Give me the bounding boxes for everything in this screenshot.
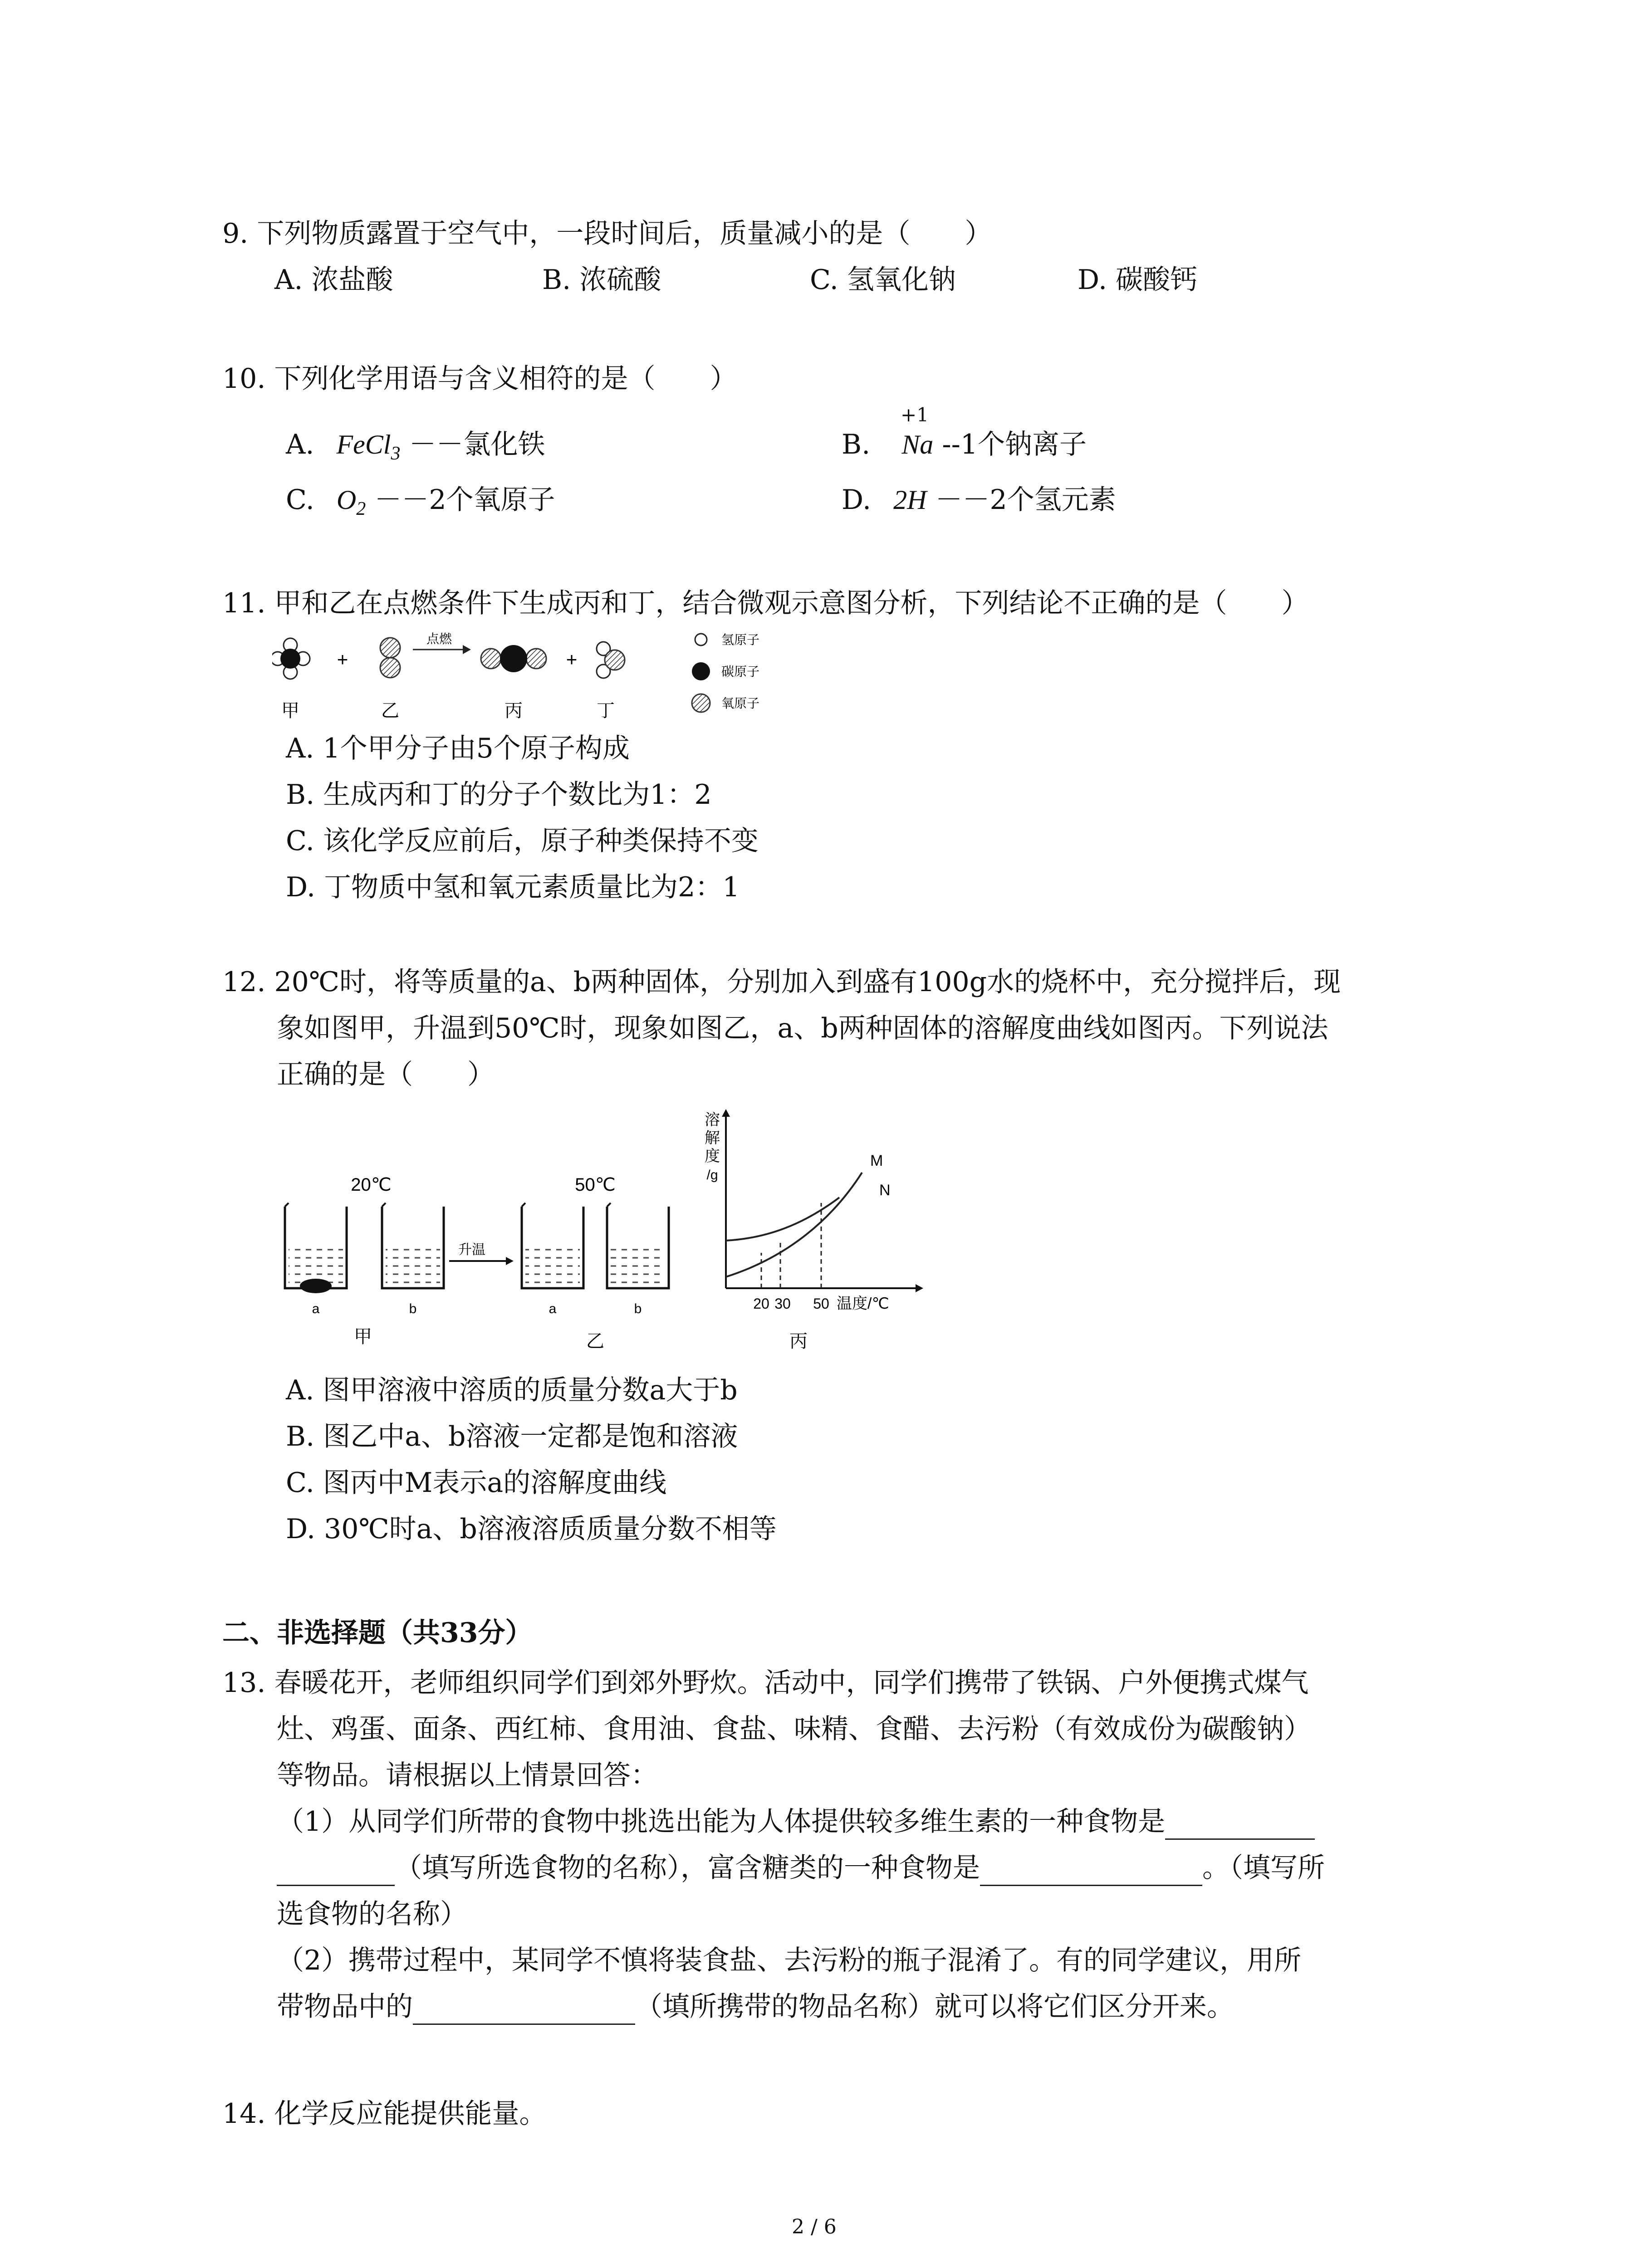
q11-option-d: D. 丁物质中氢和氧元素质量比为2：1 xyxy=(286,871,740,903)
curve-n xyxy=(726,1198,839,1241)
q13-part1-line2 xyxy=(277,1850,1325,1886)
beaker-b-50c xyxy=(607,1203,669,1288)
label-yi: 乙 xyxy=(381,701,399,721)
q10-option-b xyxy=(842,426,1087,463)
option-text: --1个钠离子 xyxy=(942,429,1087,460)
q13-part1-line3: 选食物的名称） xyxy=(277,1898,467,1930)
molecule-jia xyxy=(272,638,310,679)
chemical-formula: O xyxy=(336,485,357,515)
q11-option-b: B. 生成丙和丁的分子个数比为1：2 xyxy=(286,779,712,811)
ion-charge-superscript: +1 xyxy=(901,404,929,426)
q12-option-d: D. 30℃时a、b溶液溶质质量分数不相等 xyxy=(286,1513,777,1545)
q12-option-b: B. 图乙中a、b溶液一定都是饱和溶液 xyxy=(286,1421,738,1452)
q12-option-c: C. 图丙中M表示a的溶解度曲线 xyxy=(286,1467,667,1499)
page-number: 2 / 6 xyxy=(792,2215,837,2239)
legend-hydrogen: 氢原子 xyxy=(721,633,760,647)
q11-option-a: A. 1个甲分子由5个原子构成 xyxy=(286,733,630,764)
beaker-label-a: a xyxy=(549,1301,557,1316)
answer-blank-sugar-food[interactable] xyxy=(980,1857,1202,1886)
solubility-graph xyxy=(705,1109,923,1351)
solubility-figure xyxy=(272,1107,962,1361)
molecule-ding xyxy=(597,642,625,678)
answer-blank-vitamin-food-cont[interactable] xyxy=(277,1857,395,1886)
beaker-a-20c xyxy=(285,1203,347,1293)
q13-part2-line2 xyxy=(277,1989,1234,2025)
question-12-stem-line1: 12. 20℃时，将等质量的a、b两种固体，分别加入到盛有100g水的烧杯中，充分搅拌后，现 xyxy=(222,966,1341,998)
heat-arrow xyxy=(449,1257,514,1265)
option-text: －－氯化铁 xyxy=(409,429,545,460)
question-12-stem-line3: 正确的是（ ） xyxy=(277,1059,495,1090)
question-13-line1: 13. 春暖花开，老师组织同学们到郊外野炊。活动中，同学们携带了铁锅、户外便携式煤气 xyxy=(222,1667,1309,1699)
q10-option-a xyxy=(286,426,545,472)
panel-yi: 乙 xyxy=(586,1331,604,1351)
panel-bing: 丙 xyxy=(789,1331,808,1351)
option-label: D. xyxy=(842,484,872,516)
q13-part1-line1 xyxy=(277,1804,1315,1840)
x-axis-label: 温度/℃ xyxy=(837,1295,889,1312)
q9-option-b: B. 浓硫酸 xyxy=(542,264,661,296)
label-ding: 丁 xyxy=(597,701,615,721)
q13-part1-text: （1）从同学们所带的食物中挑选出能为人体提供较多维生素的一种食物是 xyxy=(277,1806,1166,1838)
answer-blank-vitamin-food[interactable] xyxy=(1165,1810,1315,1840)
option-label: A. xyxy=(286,429,314,460)
x-tick-50: 50 xyxy=(813,1295,829,1312)
answer-blank-distinguish-item[interactable] xyxy=(413,1995,635,2025)
q13-part2-text: 带物品中的 xyxy=(277,1991,413,2023)
x-tick-20: 20 xyxy=(753,1295,769,1312)
option-label: C. xyxy=(286,484,314,516)
q13-part1-text-3: 。（填写所 xyxy=(1202,1852,1325,1884)
reaction-micro-diagram xyxy=(272,626,808,735)
plus-sign: + xyxy=(337,649,348,670)
curve-label-m: M xyxy=(870,1152,883,1169)
question-13-line2: 灶、鸡蛋、面条、西红柿、食用油、食盐、味精、食醋、去污粉（有效成份为碳酸钠） xyxy=(277,1713,1311,1745)
panel-jia: 甲 xyxy=(354,1327,372,1347)
question-9-stem: 9. 下列物质露置于空气中，一段时间后，质量减小的是（ ） xyxy=(222,218,992,249)
q10-option-c xyxy=(286,482,555,527)
option-label: B. xyxy=(842,429,871,460)
chemical-formula: FeCl xyxy=(336,430,391,459)
q12-option-a: A. 图甲溶液中溶质的质量分数a大于b xyxy=(286,1374,738,1406)
q9-option-c: C. 氢氧化钠 xyxy=(810,264,956,296)
undissolved-solid xyxy=(300,1279,332,1293)
y-axis-label-1: 溶 xyxy=(705,1111,720,1129)
question-13-line3: 等物品。请根据以上情景回答： xyxy=(277,1760,658,1791)
beaker-a-50c xyxy=(522,1203,583,1288)
heat-label: 升温 xyxy=(458,1242,485,1257)
q11-option-c: C. 该化学反应前后，原子种类保持不变 xyxy=(286,825,759,857)
question-14-stem: 14. 化学反应能提供能量。 xyxy=(222,2098,547,2130)
legend-oxygen: 氧原子 xyxy=(721,696,760,710)
formula-subscript: 3 xyxy=(391,443,401,464)
beaker-label-b: b xyxy=(409,1301,417,1316)
beaker-label-a: a xyxy=(312,1301,320,1316)
temp-jia: 20℃ xyxy=(351,1175,392,1195)
molecule-yi xyxy=(380,638,400,678)
temp-yi: 50℃ xyxy=(575,1175,616,1195)
x-tick-30: 30 xyxy=(774,1295,791,1312)
molecule-bing xyxy=(481,645,546,672)
q13-part2-line1: （2）携带过程中，某同学不慎将装食盐、去污粉的瓶子混淆了。有的同学建议，用所 xyxy=(277,1945,1302,1976)
formula-subscript: 2 xyxy=(356,499,366,519)
chemical-formula: Na xyxy=(901,430,934,459)
q10-option-d xyxy=(842,482,1116,518)
q13-part2-text-2: （填所携带的物品名称）就可以将它们区分开来。 xyxy=(635,1991,1234,2023)
q13-part1-text-2: （填写所选食物的名称），富含糖类的一种食物是 xyxy=(395,1852,980,1884)
beaker-b-20c xyxy=(382,1203,444,1288)
label-jia: 甲 xyxy=(281,701,299,721)
legend-carbon: 碳原子 xyxy=(721,665,760,679)
label-bing: 丙 xyxy=(505,701,523,721)
chemical-formula: 2H xyxy=(893,485,927,515)
plus-sign: + xyxy=(566,649,578,670)
option-text: －－2个氧原子 xyxy=(374,484,555,516)
atom-legend xyxy=(692,633,759,712)
question-11-stem: 11. 甲和乙在点燃条件下生成丙和丁，结合微观示意图分析，下列结论不正确的是（ ） xyxy=(222,587,1309,619)
q9-option-d: D. 碳酸钙 xyxy=(1078,264,1198,296)
y-axis-label-2: 解 xyxy=(705,1129,720,1147)
q9-option-a: A. 浓盐酸 xyxy=(274,264,393,296)
question-10-stem: 10. 下列化学用语与含义相符的是（ ） xyxy=(222,363,737,395)
question-12-stem-line2: 象如图甲，升温到50℃时，现象如图乙，a、b两种固体的溶解度曲线如图丙。下列说法 xyxy=(277,1012,1328,1044)
option-text: －－2个氢元素 xyxy=(935,484,1116,516)
section-2-title: 二、非选择题（共33分） xyxy=(222,1617,533,1649)
reaction-condition: 点燃 xyxy=(426,632,452,646)
beaker-label-b: b xyxy=(634,1301,642,1316)
reaction-arrow xyxy=(413,645,471,654)
y-axis-label-4: /g xyxy=(706,1168,718,1183)
curve-label-n: N xyxy=(879,1182,891,1199)
y-axis-label-3: 度 xyxy=(705,1148,720,1165)
